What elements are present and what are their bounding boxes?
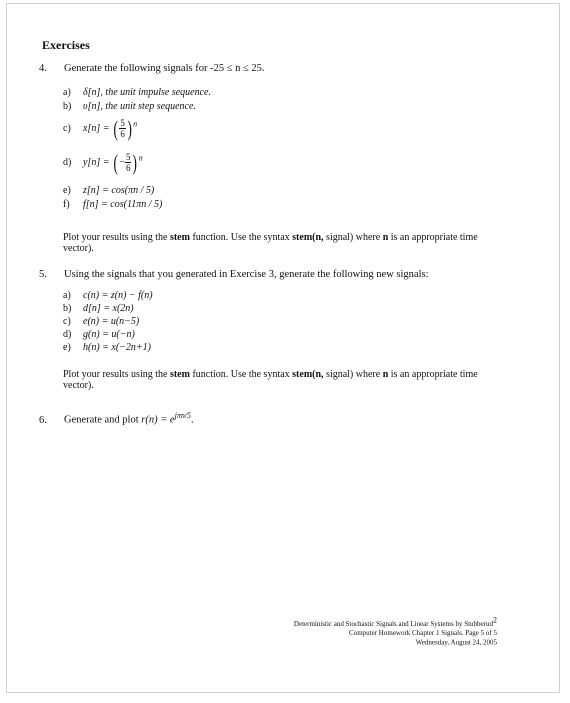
ex4-item-c-lhs: x[n] = [83, 122, 110, 134]
ex4-item-e-label: e) [63, 185, 71, 196]
exercise-5-text: Using the signals that you generated in Exercise 3, generate the following new signals: [64, 269, 429, 280]
exercise-6-formula: r(n) = e [141, 414, 175, 426]
ex4-item-f-text: f[n] = cos(11πn / 5) [83, 199, 163, 210]
footer-line-2: Computer Homework Chapter 1 Signals. Page 5 of 5 [349, 629, 497, 638]
ex5-item-b-text: d[n] = x(2n) [83, 303, 134, 314]
ex5-item-a-label: a) [63, 290, 71, 301]
ex4-item-b-label: b) [63, 101, 72, 112]
exercises-heading: Exercises [42, 38, 90, 52]
ex5-item-c-text: e(n) = u(n−5) [83, 316, 140, 327]
ex5-plot-note: Plot your results using the stem function. Use the syntax stem(n, signal) where n is an appropriate time vector). [63, 369, 478, 391]
ex4-item-a-label: a) [63, 87, 71, 98]
ex4-item-f-label: f) [63, 199, 70, 210]
ex5-item-e-text: h(n) = x(−2n+1) [83, 342, 152, 353]
exercise-5-number: 5. [39, 269, 47, 280]
ex4-item-b-text: υ[n], the unit step sequence. [83, 101, 196, 112]
exercise-6-exponent: jπn/5 [174, 411, 192, 420]
ex5-item-c [63, 316, 139, 328]
ex5-item-a-text: c(n) = z(n) − f(n) [83, 290, 153, 301]
footer-line-1: Deterministic and Stochastic Signals and Linear Systems by Stubberud$^2$ [293, 615, 497, 629]
ex4-item-d-fraction: $\frac{5}{6}$ [125, 152, 131, 173]
exercise-6-number: 6. [39, 414, 47, 426]
document-page [6, 3, 560, 693]
ex4-item-a-text: δ[n], the unit impulse sequence. [83, 87, 211, 98]
ex4-item-f [63, 199, 162, 211]
ex5-item-b [63, 303, 134, 315]
exercise-4-text: Generate the following signals for -25 ≤ n ≤ 25. [64, 63, 265, 74]
exercise-6-period: . [191, 414, 194, 426]
footer-line-3: Wednesday, August 24, 2005 [415, 638, 497, 648]
ex4-item-a [63, 87, 211, 99]
ex4-item-d: d) y[n] = (− $\frac{5}{6}$ )$^n$ [63, 149, 143, 175]
ex4-item-c-fraction: $\frac{5}{6}$ [120, 118, 125, 139]
ex5-item-b-label: b) [63, 303, 72, 314]
ex5-item-e-label: e) [63, 342, 71, 353]
ex4-item-d-exponent: n [138, 153, 143, 163]
exercise-5 [39, 268, 429, 281]
ex4-item-c-exponent: n [133, 119, 138, 129]
exercise-6 [39, 409, 194, 427]
exercise-4 [39, 62, 264, 75]
ex5-item-d-text: g(n) = u(−n) [83, 329, 135, 340]
ex4-item-c-label: c) [63, 122, 71, 134]
ex4-item-d-label: d) [63, 156, 72, 168]
ex5-item-d [63, 329, 135, 341]
ex5-item-d-label: d) [63, 329, 72, 340]
ex4-item-e [63, 185, 154, 197]
ex5-item-a [63, 290, 153, 302]
exercise-4-number: 4. [39, 63, 47, 74]
exercise-6-text: Generate and plot [64, 414, 142, 426]
ex5-item-c-label: c) [63, 316, 71, 327]
ex4-item-d-sign: − [119, 156, 125, 168]
ex5-item-e [63, 342, 151, 354]
ex4-plot-note: Plot your results using the stem function. Use the syntax stem(n, signal) where n is an appropriate time vector). [63, 232, 478, 254]
page-footer [294, 615, 497, 648]
ex4-item-d-lhs: y[n] = [83, 156, 110, 168]
ex4-item-b [63, 101, 196, 113]
ex4-item-e-text: z[n] = cos(πn / 5) [83, 185, 155, 196]
ex4-item-c: c) x[n] = ( $\frac{5}{6}$ )$^n$ [63, 115, 138, 141]
